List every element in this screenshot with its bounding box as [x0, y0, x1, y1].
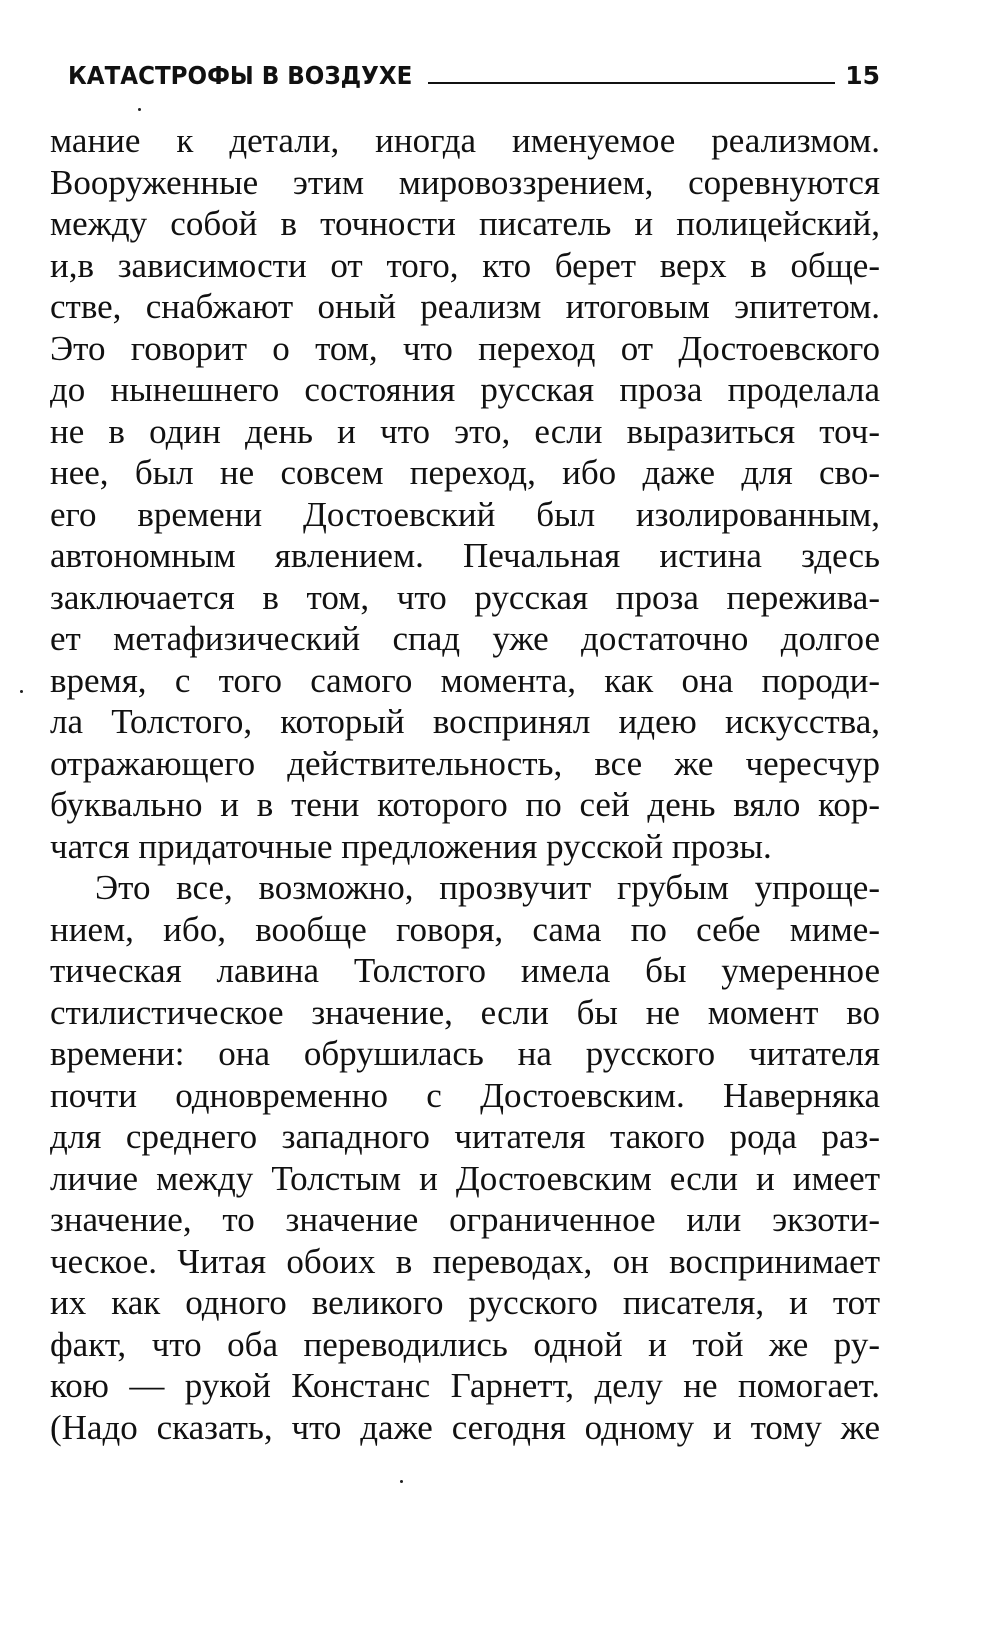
text-line-31: кою — рукой Констанс Гарнетт, делу не помогает. [50, 1366, 880, 1405]
text-line-19: Это все, возможно, прозвучит грубым упроще- [95, 868, 880, 907]
text-line-24: почти одновременно с Достоевским. Наверняка [50, 1075, 880, 1115]
print-speck [400, 1480, 403, 1483]
text-line-20: нием, ибо, вообще говоря, сама по себе миме- [50, 909, 880, 949]
header-rule [428, 82, 835, 84]
text-line-14: время, с того самого момента, как она породи- [50, 660, 880, 700]
text-line-8: не в один день и что это, если выразиться точ- [50, 411, 880, 451]
running-title: КАТАСТРОФЫ В ВОЗДУХЕ [68, 61, 413, 90]
text-line-29: их как одного великого русского писателя, и тот [50, 1283, 880, 1322]
text-line-6: Это говорит о том, что переход от Достоевского [50, 328, 880, 368]
text-line-10: его времени Достоевский был изолированным, [50, 494, 880, 534]
text-line-16: отражающего действительность, все же чересчур [50, 743, 880, 783]
text-line-9: нее, был не совсем переход, ибо даже для сво- [50, 453, 880, 492]
text-line-30: факт, что оба переводились одной и той же ру- [50, 1324, 880, 1364]
text-line-27: значение, то значение ограниченное или экзоти- [50, 1200, 880, 1239]
text-line-7: до нынешнего состояния русская проза проделала [50, 370, 880, 409]
text-line-11: автономным явлением. Печальная истина здесь [50, 536, 880, 575]
body-text [50, 120, 880, 1448]
text-line-2: Вооруженные этим мировоззрением, соревнуются [50, 162, 880, 202]
page-number: 15 [845, 61, 880, 90]
text-line-25: для среднего западного читателя такого рода раз- [50, 1117, 880, 1156]
text-line-4: и,в зависимости от того, кто берет верх в обще- [50, 245, 880, 285]
text-line-15: ла Толстого, который воспринял идею искусства, [50, 702, 880, 741]
text-line-1: мание к детали, иногда именуемое реализмом. [50, 121, 880, 160]
running-head [68, 50, 880, 90]
text-line-5: стве, снабжают оный реализм итоговым эпитетом. [50, 287, 880, 326]
text-line-26: личие между Толстым и Достоевским если и имеет [50, 1158, 880, 1198]
text-line-17: буквально и в тени которого по сей день вяло кор- [50, 785, 880, 824]
text-line-12: заключается в том, что русская проза пережива- [50, 577, 880, 617]
text-line-21: тическая лавина Толстого имела бы умеренное [50, 951, 880, 990]
print-speck [20, 690, 23, 693]
text-line-22: стилистическое значение, если бы не момент во [50, 992, 880, 1032]
text-line-18: чатся придаточные предложения русской прозы. [50, 826, 772, 866]
print-speck [138, 108, 141, 111]
text-line-32: (Надо сказать, что даже сегодня одному и тому же [50, 1407, 880, 1447]
text-line-3: между собой в точности писатель и полицейский, [50, 204, 880, 243]
text-line-23: времени: она обрушилась на русского читателя [50, 1034, 880, 1073]
text-line-13: ет метафизический спад уже достаточно долгое [50, 619, 880, 658]
text-line-28: ческое. Читая обоих в переводах, он воспринимает [50, 1241, 880, 1281]
